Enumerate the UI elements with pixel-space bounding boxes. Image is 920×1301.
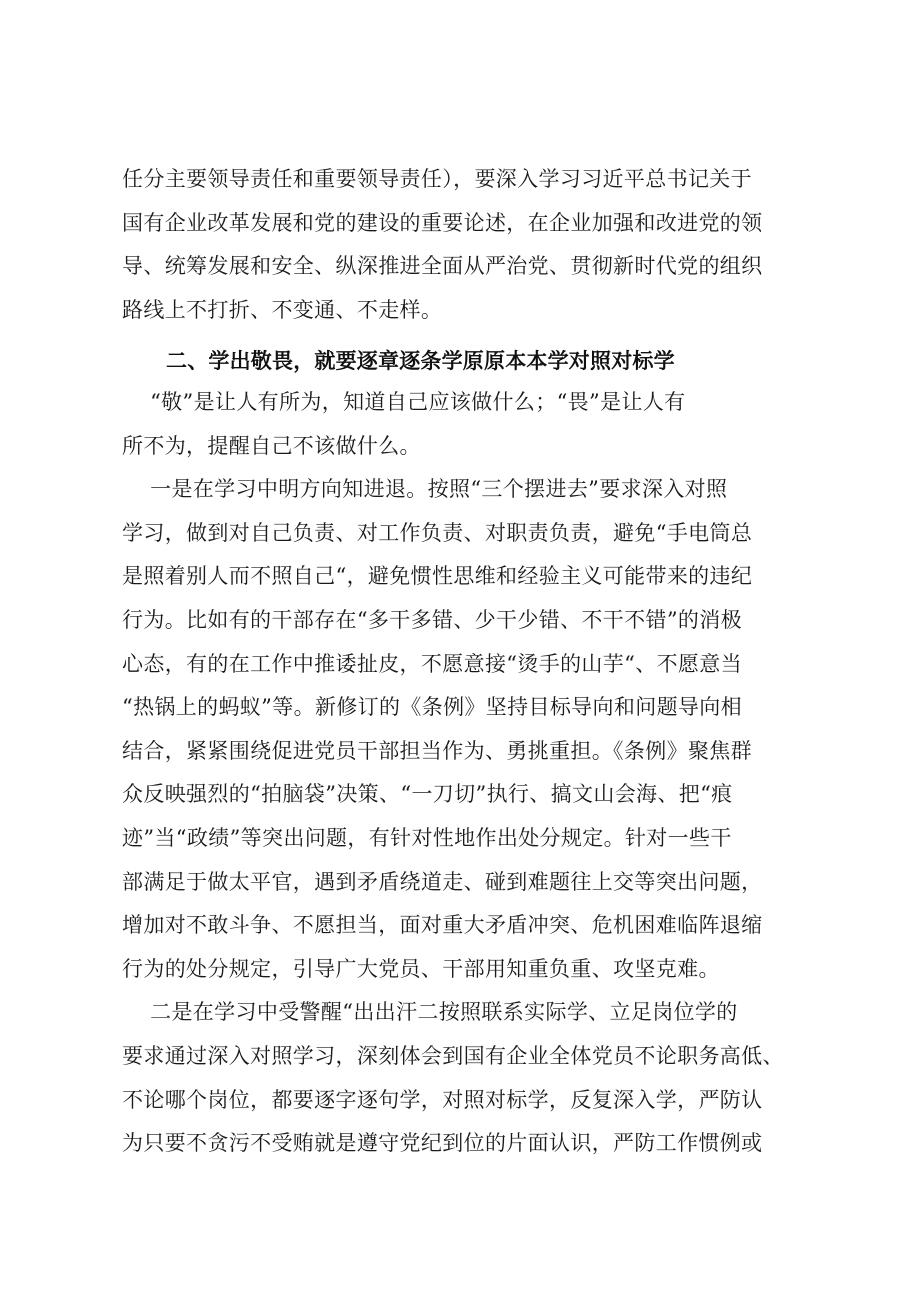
- text-line: “热锅上的蚂蚁”等。新修订的《条例》坚持目标导向和问题导向相: [122, 695, 742, 720]
- text-line: 行为的处分规定，引导广大党员、干部用知重负重、攻坚克难。: [122, 956, 720, 981]
- text-line: 为只要不贪污不受贿就是遵守党纪到位的片面认识，严防工作惯例或: [122, 1131, 763, 1156]
- paragraph-continuation: [122, 158, 802, 332]
- text-line: 任分主要领导责任和重要领导责任），要深入学习习近平总书记关于: [122, 167, 752, 191]
- text-line: 所不为，提醒自己不该做什么。: [122, 433, 421, 458]
- text-line: 众反映强烈的“拍脑袋”决策、“一刀切”执行、搞文山会海、把“痕: [122, 782, 733, 807]
- text-line: 心态，有的在工作中推诿扯皮，不愿意接“烫手的山芋“、不愿意当: [122, 651, 742, 676]
- text-line: 部满足于做太平官，遇到矛盾绕道走、碰到难题往上交等突出问题，: [122, 869, 763, 894]
- text-line: “敬”是让人有所为，知道自己应该做什么；“畏”是让人有: [122, 390, 686, 414]
- text-line: 是照着别人而不照自己“，避免惯性思维和经验主义可能带来的违纪: [122, 564, 753, 589]
- section-heading: 二、学出敬畏，就要逐章逐条学原原本本学对照对标学: [166, 349, 675, 373]
- text-line: 学习，做到对自己负责、对工作负责、对职责负责，避免“手电筒总: [122, 520, 753, 545]
- text-line: 迹”当“政绩”等突出问题，有针对性地作出处分规定。针对一些干: [122, 825, 732, 850]
- text-line: 不论哪个岗位，都要逐字逐句学，对照对标学，反复深入学，严防认: [122, 1087, 763, 1112]
- text-line: 导、统筹发展和安全、纵深推进全面从严治党、贯彻新时代党的组织: [122, 254, 763, 279]
- text-line: 二是在学习中受警醒“出出汗二按照联系实际学、立足岗位学的: [122, 1000, 738, 1025]
- text-line: 要求通过深入对照学习，深刻体会到国有企业全体党员不论职务高低、: [122, 1043, 784, 1068]
- text-line: 行为。比如有的干部存在“多干多错、少干少错、不干不错”的消极: [122, 607, 742, 632]
- text-line: 增加对不敢斗争、不愿担当，面对重大矛盾冲突、危机困难临阵退缩: [122, 913, 763, 938]
- text-line: 路线上不打折、不变通、不走样。: [122, 297, 443, 322]
- text-line: 国有企业改革发展和党的建设的重要论述，在企业加强和改进党的领: [122, 210, 763, 235]
- section-body: [122, 381, 802, 1166]
- text-line: 一是在学习中明方向知进退。按照“三个摆进去”要求深入对照: [122, 477, 728, 502]
- text-line: 结合，紧紧围绕促进党员干部担当作为、勇挑重担。《条例》聚焦群: [122, 738, 752, 763]
